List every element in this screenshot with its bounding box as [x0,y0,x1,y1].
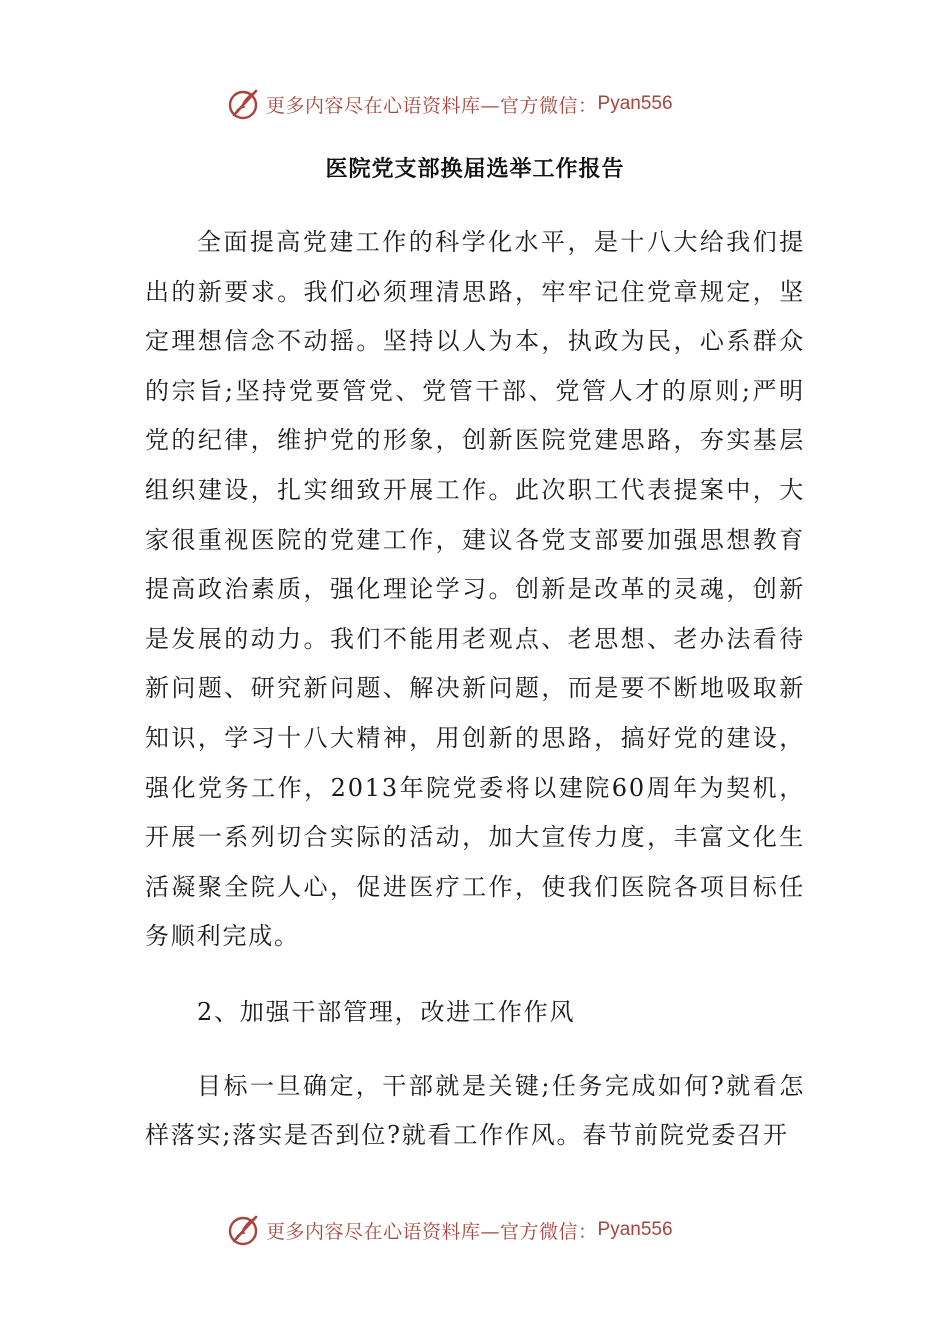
quill-logo-icon [226,1212,262,1248]
watermark-text: 更多内容尽在心语资料库—官方微信： [266,1220,598,1243]
header-watermark [226,84,673,124]
quill-logo-icon [226,86,262,122]
watermark-wechat-id: Pyan556 [597,1219,673,1240]
watermark-wechat-id: Pyan556 [597,93,673,114]
body-paragraph: 全面提高党建工作的科学化水平，是十八大给我们提出的新要求。我们必须理清思路，牢牢记住党章规定，坚定理想信念不动摇。坚持以人为本，执政为民，心系群众的宗旨;坚持党要管党、党管干部、党管人才的原则;严明党的纪律，维护党的形象，创新医院党建思路，夯实基层组织建设，扎实细致开展工作。此次职工代表提案中，大家很重视医院的党建工作，建议各党支部要加强思想教育提高政治素质，强化理论学习。创新是改革的灵魂，创新是发展的动力。我们不能用老观点、老思想、老办法看待新问题、研究新问题、解决新问题，而是要不断地吸取新知识，学习十八大精神，用创新的思路，搞好党的建设，强化党务工作，2013年院党委将以建院60周年为契机，开展一系列切合实际的活动，加大宣传力度，丰富文化生活凝聚全院人心，促进医疗工作，使我们医院各项目标任务顺利完成。 [145,228,805,951]
document-title: 医院党支部换届选举工作报告 [325,157,625,182]
body-paragraph-2: 目标一旦确定，干部就是关键;任务完成如何?就看怎样落实;落实是否到位?就看工作作风。春节前院党委召开 [145,1071,805,1150]
watermark-text: 更多内容尽在心语资料库—官方微信： [266,94,598,117]
footer-watermark [226,1210,673,1250]
document-body [145,218,805,1161]
section-heading: 2、加强干部管理，改进工作作风 [197,997,576,1026]
